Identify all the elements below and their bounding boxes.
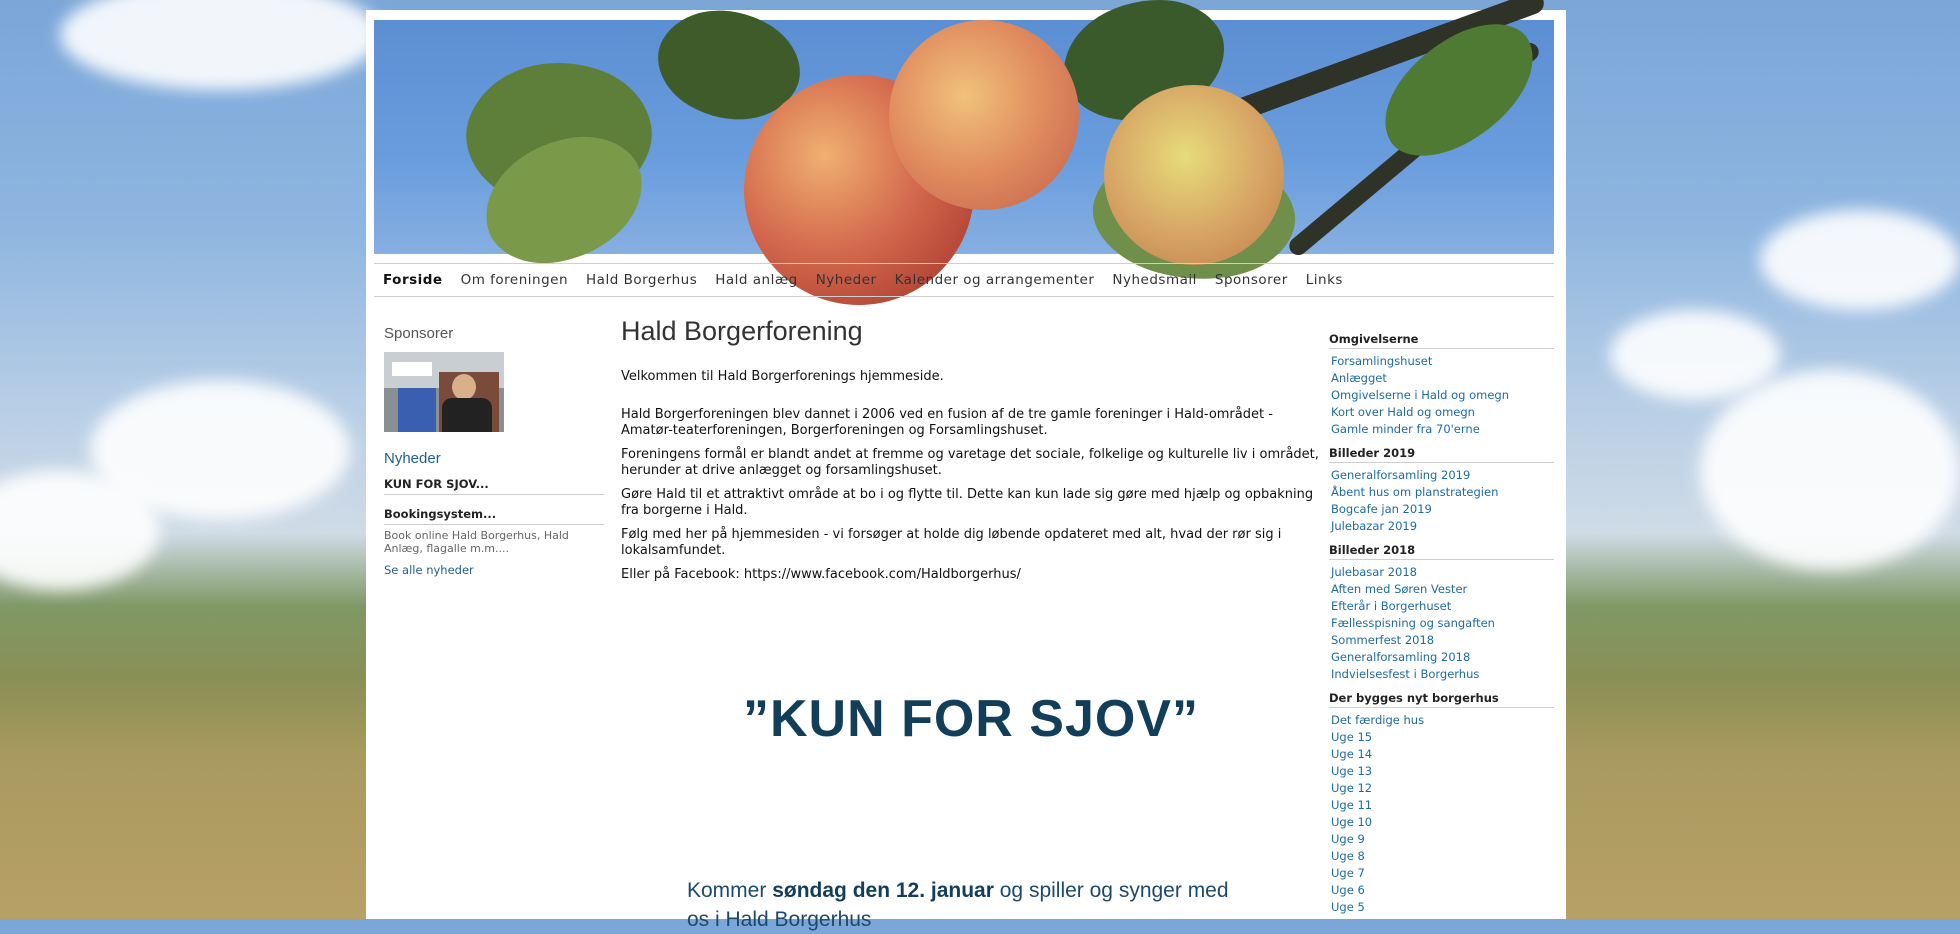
sidebar-link[interactable]: Aften med Søren Vester (1331, 582, 1468, 596)
event-invitation (687, 876, 1247, 934)
section-heading: Der bygges nyt borgerhus (1329, 691, 1554, 708)
sidebar-link[interactable]: Gamle minder fra 70'erne (1331, 422, 1480, 436)
sidebar-link[interactable]: Uge 6 (1331, 883, 1365, 897)
sidebar-link[interactable]: Bogcafe jan 2019 (1331, 502, 1432, 516)
nav-om-foreningen[interactable]: Om foreningen (460, 272, 569, 288)
sidebar-link[interactable]: Uge 14 (1331, 747, 1373, 761)
sidebar-link[interactable]: Efterår i Borgerhuset (1331, 599, 1452, 613)
sidebar-link[interactable]: Uge 13 (1331, 764, 1373, 778)
sidebar-link[interactable]: Generalforsamling 2018 (1331, 650, 1471, 664)
nav-forside[interactable]: Forside (383, 272, 443, 288)
sidebar-link[interactable]: Uge 12 (1331, 781, 1373, 795)
news-item-title[interactable]: Bookingsystem... (384, 507, 604, 525)
sponsor-heading: Sponsorer (384, 325, 454, 342)
content-paragraph: Foreningens formål er blandt andet at fremme og varetage det sociale, folkelige og kulturelle liv i området, herunder at drive anlægget og forsamlingshuset. (621, 447, 1319, 478)
nav-hald-anlaeg[interactable]: Hald anlæg (715, 272, 798, 288)
background-cloud (1610, 310, 1780, 400)
link-list (1329, 467, 1554, 535)
main-navigation (374, 263, 1554, 297)
link-list (1329, 353, 1554, 438)
sidebar-link[interactable]: Indvielsesfest i Borgerhus (1331, 667, 1480, 681)
section-heading: Omgivelserne (1329, 332, 1554, 349)
main-content (621, 313, 1321, 931)
sidebar-link[interactable]: Sommerfest 2018 (1331, 633, 1435, 647)
sidebar-link[interactable]: Julebazar 2019 (1331, 519, 1418, 533)
sidebar-link[interactable]: Uge 15 (1331, 730, 1373, 744)
left-sidebar (384, 325, 604, 577)
facebook-paragraph: Eller på Facebook: https://www.facebook.com/Haldborgerhus/ (621, 567, 1021, 582)
nav-links[interactable]: Links (1305, 272, 1343, 288)
page-title: Hald Borgerforening (621, 316, 863, 346)
see-all-news-link[interactable]: Se alle nyheder (384, 563, 474, 577)
header-banner-image (374, 20, 1554, 254)
section-heading: Billeder 2018 (1329, 543, 1554, 560)
sidebar-link[interactable]: Forsamlingshuset (1331, 354, 1433, 368)
sidebar-link[interactable]: Åbent hus om planstrategien (1331, 485, 1499, 499)
invite-text: Kommer (687, 879, 773, 902)
invite-date: søndag den 12. januar (772, 879, 994, 902)
nav-kalender[interactable]: Kalender og arrangementer (894, 272, 1095, 288)
intro-paragraph: Velkommen til Hald Borgerforenings hjemmeside. (621, 369, 944, 384)
sidebar-link[interactable]: Kort over Hald og omegn (1331, 405, 1475, 419)
sidebar-link[interactable]: Uge 8 (1331, 849, 1365, 863)
sponsor-image[interactable] (384, 352, 504, 432)
section-heading: Billeder 2019 (1329, 446, 1554, 463)
sidebar-link[interactable]: Omgivelserne i Hald og omegn (1331, 388, 1510, 402)
content-paragraph: Hald Borgerforeningen blev dannet i 2006 ved en fusion af de tre gamle foreninger i Hald-området - Amatør-teaterforeningen, Borgerforeningen og Forsamlingshuset. (621, 407, 1273, 438)
nav-sponsorer[interactable]: Sponsorer (1214, 272, 1288, 288)
sidebar-link[interactable]: Julebasar 2018 (1331, 565, 1417, 579)
sidebar-link[interactable]: Uge 9 (1331, 832, 1365, 846)
invite-text: og spiller og synger med os i Hald Borgerhus (687, 879, 1229, 931)
link-list (1329, 712, 1554, 916)
background-cloud (60, 0, 380, 90)
nav-hald-borgerhus[interactable]: Hald Borgerhus (586, 272, 698, 288)
sidebar-link[interactable]: Uge 5 (1331, 900, 1365, 914)
sidebar-link[interactable]: Uge 11 (1331, 798, 1373, 812)
page-container (366, 10, 1566, 931)
nav-nyheder[interactable]: Nyheder (815, 272, 877, 288)
sidebar-link[interactable]: Anlægget (1331, 371, 1387, 385)
sidebar-link[interactable]: Uge 10 (1331, 815, 1373, 829)
news-item-description: Book online Hald Borgerhus, Hald Anlæg, flagalle m.m.... (384, 529, 569, 555)
sidebar-link[interactable]: Uge 7 (1331, 866, 1365, 880)
sidebar-link[interactable]: Fællesspisning og sangaften (1331, 616, 1495, 630)
content-paragraph: Følg med her på hjemmesiden - vi forsøger at holde dig løbende opdateret med alt, hvad der rør sig i lokalsamfundet. (621, 527, 1282, 558)
content-paragraph: Gøre Hald til et attraktivt område at bo i og flytte til. Dette kan kun lade sig gøre med hjælp og opbakning fra borgerne i Hald. (621, 487, 1314, 518)
event-headline: ”KUN FOR SJOV” (742, 690, 1200, 748)
background-cloud (1760, 210, 1960, 310)
link-list (1329, 564, 1554, 683)
news-item-title[interactable]: KUN FOR SJOV... (384, 477, 604, 495)
nav-nyhedsmail[interactable]: Nyhedsmail (1112, 272, 1197, 288)
sidebar-link[interactable]: Generalforsamling 2019 (1331, 468, 1471, 482)
right-sidebar (1329, 332, 1554, 924)
background-cloud (1700, 370, 1960, 570)
sidebar-link[interactable]: Det færdige hus (1331, 713, 1425, 727)
news-heading[interactable]: Nyheder (384, 450, 441, 467)
